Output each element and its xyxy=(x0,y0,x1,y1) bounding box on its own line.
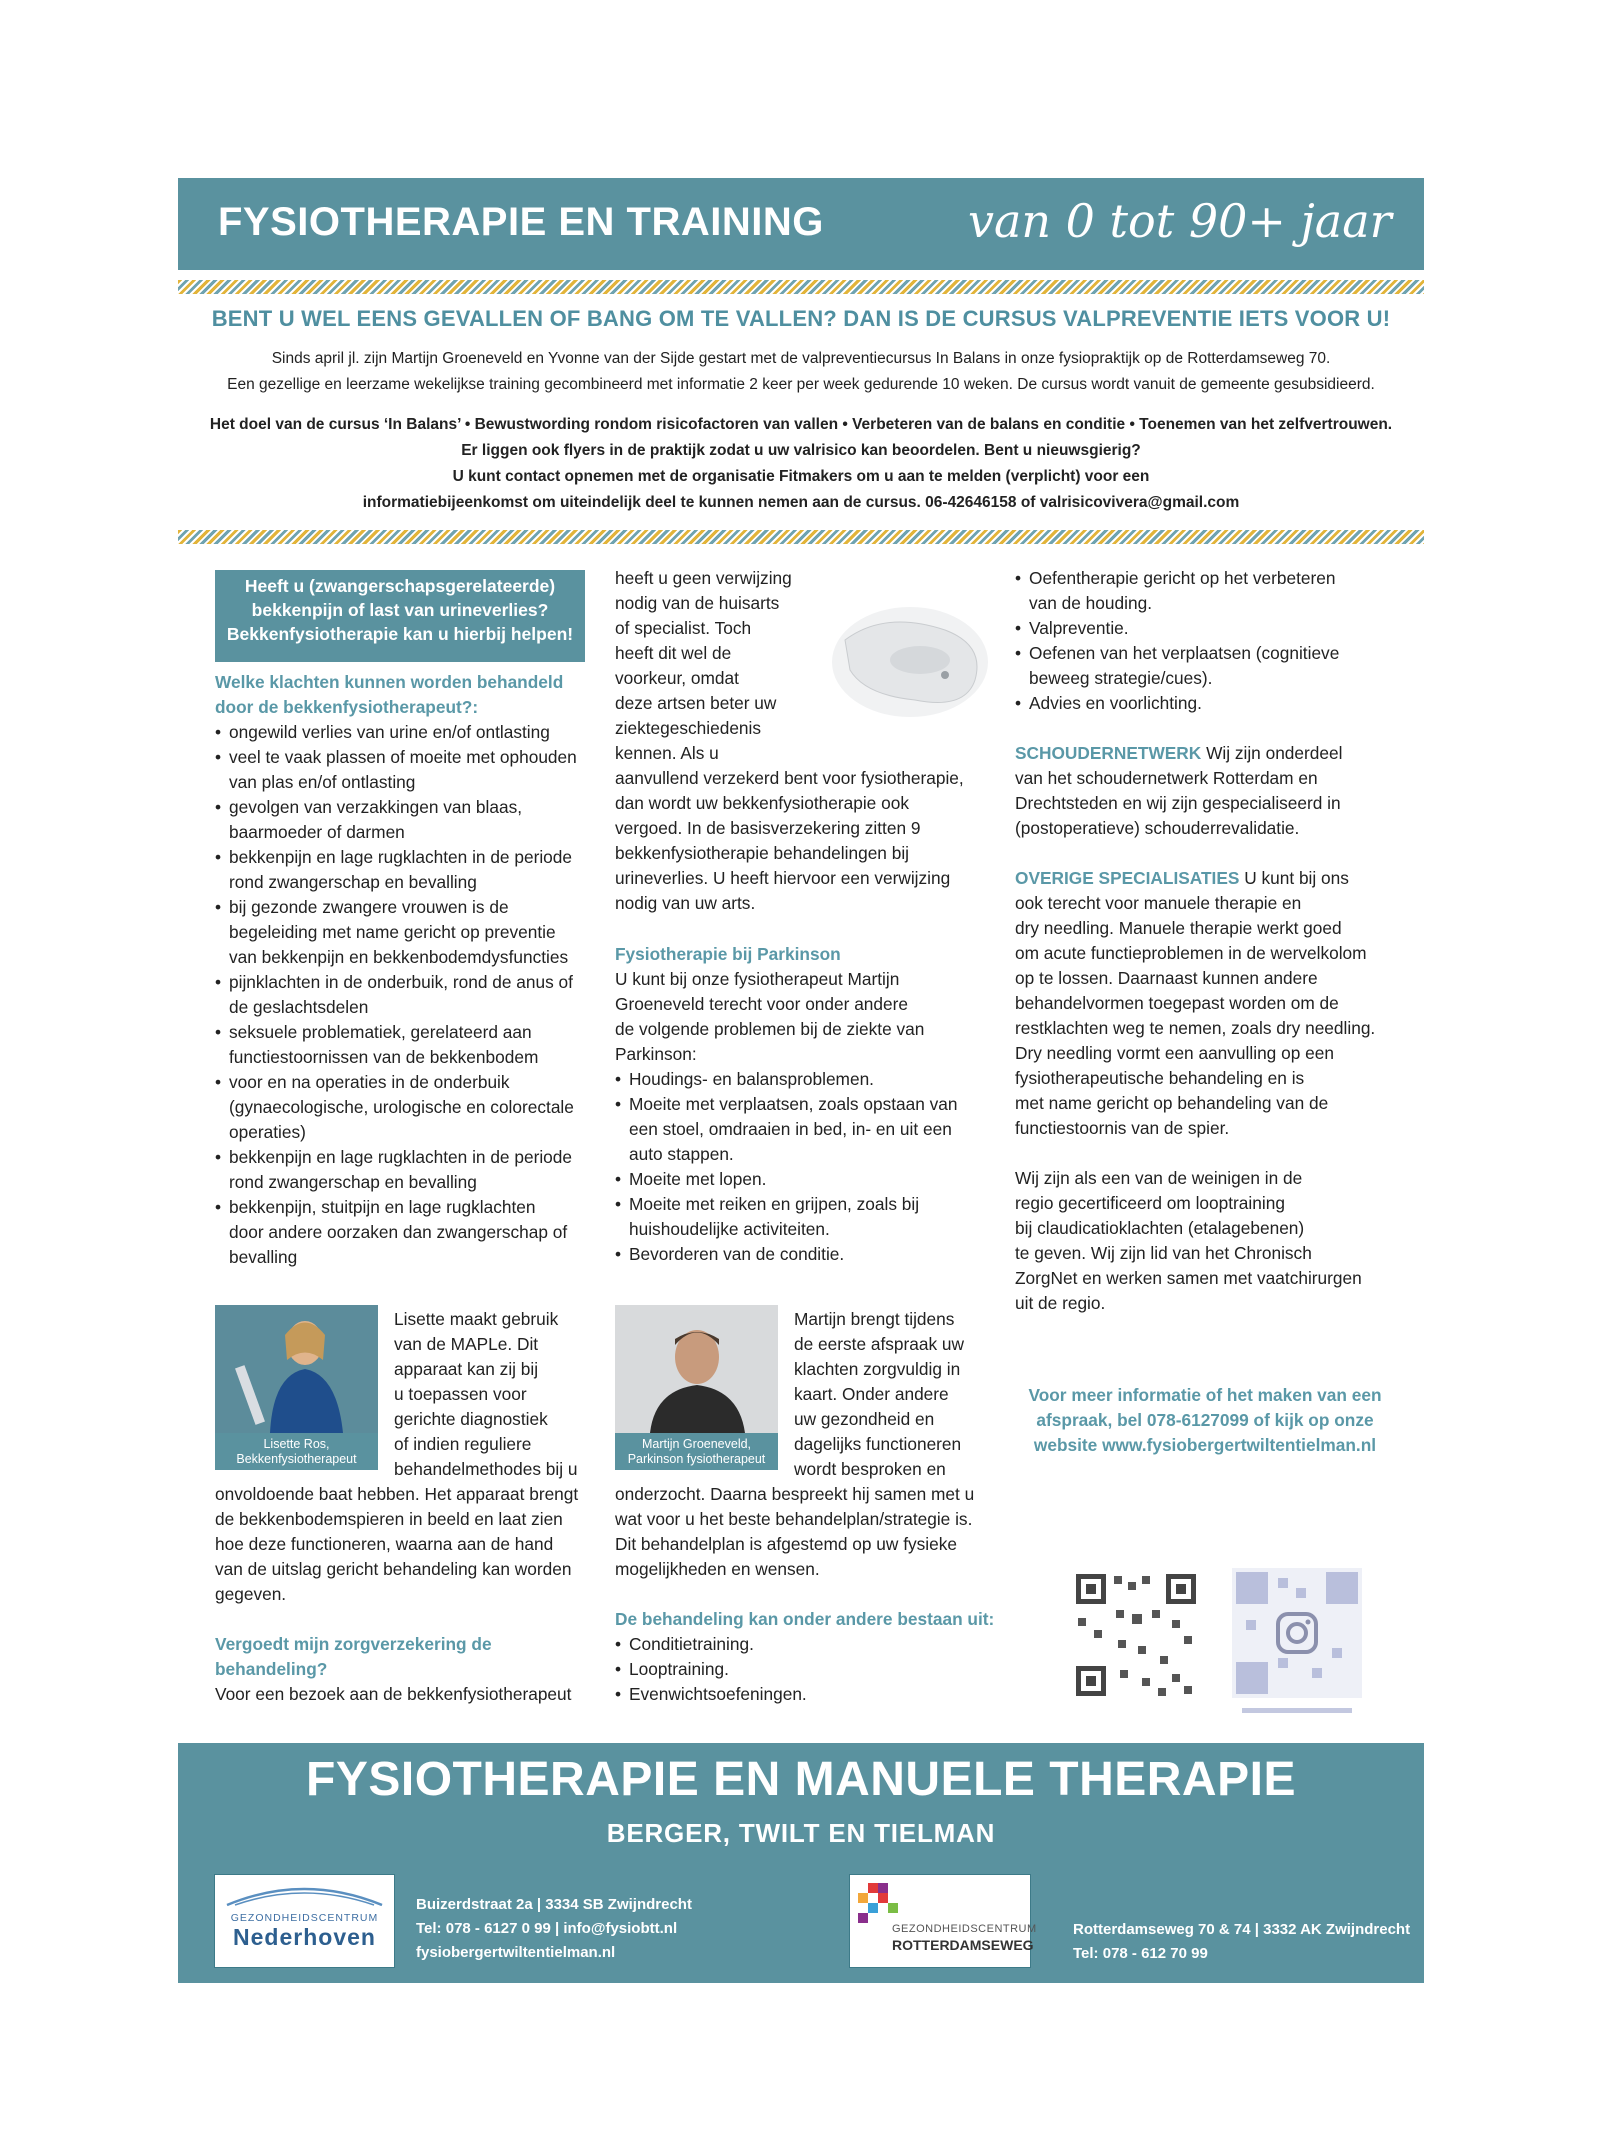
list-item: • voor en na operaties in de onderbuik (gynaecologische, urologische en colorectale operaties) xyxy=(215,1070,605,1145)
vergoed-continued-narrow: heeft u geen verwijzing nodig van de huisarts of specialist. Toch heeft dit wel de voorkeur, omdat deze artsen beter uw ziektegeschiedenis kennen. Als u xyxy=(615,568,792,763)
klachten-list xyxy=(215,720,605,1270)
photo-martijn xyxy=(615,1305,778,1470)
address-rotterdamseweg: Rotterdamseweg 70 & 74 | 3332 AK Zwijndrecht Tel: 078 - 612 70 99 xyxy=(1073,1921,1411,1962)
lisette-caption: Lisette Ros, Bekkenfysiotherapeut xyxy=(236,1437,357,1466)
list-item: • seksuele problematiek, gerelateerd aan functiestoornissen van de bekkenbodem xyxy=(215,1020,605,1070)
list-item: • Bevorderen van de conditie. xyxy=(615,1242,1015,1267)
logo2-line1: GEZONDHEIDSCENTRUM xyxy=(892,1923,1037,1935)
looptraining-paragraph: Wij zijn als een van de weinigen in de regio gecertificeerd om looptraining bij claudicatioklachten (etalagebenen) te geven. Wij zijn lid van het Chronisch ZorgNet en werken samen met vaatchirurgen uit de regio. xyxy=(1015,1168,1362,1313)
logo-rotterdamseweg xyxy=(850,1875,1037,1967)
list-item: • pijnklachten in de onderbuik, rond de anus of de geslachtsdelen xyxy=(215,970,605,1020)
vergoed-continued-full: aanvullend verzekerd bent voor fysiotherapie, dan wordt uw bekkenfysiotherapie ook vergoed. In de basisverzekering zitten 9 bekkenfysiotherapie behandelingen bij urineverlies. U heeft hiervoor een verwijzing nodig van uw arts. xyxy=(615,768,964,913)
vergoed-text: Voor een bezoek aan de bekkenfysiotherapeut xyxy=(215,1684,572,1704)
list-item: • Moeite met lopen. xyxy=(615,1167,1015,1192)
intro-line-2: Een gezellige en leerzame wekelijkse training gecombineerd met informatie 2 keer per week gedurende 10 weken. De cursus wordt vanuit de gemeente gesubsidieerd. xyxy=(227,376,1375,393)
list-item: • Moeite met verplaatsen, zoals opstaan van een stoel, omdraaien in bed, in- en uit een auto stappen. xyxy=(615,1092,1015,1167)
intro-contact-line-2: informatiebijeenkomst om uiteindelijk deel te kunnen nemen aan de cursus. 06-42646158 of valrisicovivera@gmail.com xyxy=(362,494,1240,511)
klachten-section xyxy=(215,670,605,1270)
martijn-side-text: Martijn brengt tijdens de eerste afspraak uw klachten zorgvuldig in kaart. Onder andere uw gezondheid en dagelijks functioneren wordt besproken en xyxy=(794,1309,965,1479)
device-image xyxy=(825,600,995,725)
parkinson-heading: Fysiotherapie bij Parkinson xyxy=(615,944,841,964)
footer-title: FYSIOTHERAPIE EN MANUELE THERAPIE xyxy=(306,1753,1296,1806)
list-item: • ongewild verlies van urine en/of ontlasting xyxy=(215,720,605,745)
intro-flyers-line: Er liggen ook flyers in de praktijk zodat u uw valrisico kan beoordelen. Bent u nieuwsgierig? xyxy=(461,442,1141,459)
list-item: • Evenwichtsoefeningen. xyxy=(615,1682,1015,1707)
list-item: • veel te vaak plassen of moeite met ophouden van plas en/of ontlasting xyxy=(215,745,605,795)
vergoed-heading: Vergoedt mijn zorgverzekering de behandeling? xyxy=(215,1634,492,1679)
callout-line: Bekkenfysiotherapie kan u hierbij helpen! xyxy=(226,624,574,644)
intro-line-1: Sinds april jl. zijn Martijn Groeneveld en Yvonne van der Sijde gestart met de valpreventiecursus In Balans in onze fysiopraktijk op de Rotterdamseweg 70. xyxy=(271,350,1331,367)
behandeling-section xyxy=(615,1607,1015,1707)
lisette-photo-image xyxy=(215,1305,378,1433)
list-item: • Houdings- en balansproblemen. xyxy=(615,1067,1015,1092)
photo-lisette xyxy=(215,1305,378,1470)
logo1-small-text: GEZONDHEIDSCENTRUM xyxy=(230,1912,379,1924)
nederhoven-logo-arc xyxy=(217,1877,392,1907)
callout-box xyxy=(215,570,585,662)
maple-full-text: onvoldoende baat hebben. Het apparaat brengt de bekkenbodemspieren in beeld en laat zien hoe deze functioneren, waarna aan de hand van de uitslag gericht behandeling kan worden gegeven. xyxy=(215,1484,579,1604)
behandeling-list xyxy=(615,1632,1015,1707)
list-item: • Valpreventie. xyxy=(1015,616,1415,641)
address-nederhoven: Buizerdstraat 2a | 3334 SB Zwijndrecht Tel: 078 - 6127 0 99 | info@fysiobtt.nl fysiobergertwiltentielman.nl xyxy=(416,1896,692,1961)
oefen-list xyxy=(1015,566,1415,716)
page-title-script: van 0 tot 90+ jaar xyxy=(968,194,1392,248)
list-item: • Moeite met reiken en grijpen, zoals bij huishoudelijke activiteiten. xyxy=(615,1192,1015,1242)
intro-heading: BENT U WEL EENS GEVALLEN OF BANG OM TE VALLEN? DAN IS DE CURSUS VALPREVENTIE IETS VOOR U! xyxy=(211,306,1391,331)
maple-side-text: Lisette maakt gebruik van de MAPLe. Dit apparaat kan zij bij u toepassen voor gerichte diagnostiek of indien reguliere behandelmethodes bij u xyxy=(394,1309,578,1479)
list-item: • bekkenpijn en lage rugklachten in de periode rond zwangerschap en bevalling xyxy=(215,1145,605,1195)
intro-goal-line: Het doel van de cursus ‘In Balans’ • Bewustwording rondom risicofactoren van vallen • Verbeteren van de balans en conditie • Toenemen van het zelfvertrouwen. xyxy=(209,416,1393,433)
page-title: FYSIOTHERAPIE EN TRAINING xyxy=(218,200,824,244)
rotterdamseweg-logo-icon xyxy=(858,1883,898,1923)
instagram-qr-code-icon[interactable] xyxy=(1222,1558,1372,1723)
contact-info: Voor meer informatie of het maken van een afspraak, bel 078-6127099 of kijk op onze website www.fysiobergertwiltentielman.nl xyxy=(1015,1383,1395,1458)
list-item: • Oefenen van het verplaatsen (cognitieve beweeg strategie/cues). xyxy=(1015,641,1415,691)
list-item: • gevolgen van verzakkingen van blaas, baarmoeder of darmen xyxy=(215,795,605,845)
list-item: • Looptraining. xyxy=(615,1657,1015,1682)
schoudernetwerk-label: SCHOUDERNETWERK xyxy=(1015,743,1202,763)
logo-nederhoven xyxy=(215,1875,394,1967)
list-item: • bekkenpijn en lage rugklachten in de periode rond zwangerschap en bevalling xyxy=(215,845,605,895)
intro-contact-line: U kunt contact opnemen met de organisatie Fitmakers om u aan te melden (verplicht) voor een xyxy=(452,468,1150,485)
decorative-stripe-top xyxy=(178,280,1424,294)
callout-line: bekkenpijn of last van urineverlies? xyxy=(251,600,549,620)
vergoed-section xyxy=(215,1632,615,1707)
logo1-name: Nederhoven xyxy=(233,1924,376,1950)
logo2-line2: ROTTERDAMSEWEG xyxy=(892,1937,1034,1953)
list-item: • Oefentherapie gericht op het verbeteren van de houding. xyxy=(1015,566,1415,616)
list-item: • Conditietraining. xyxy=(615,1632,1015,1657)
list-item: • bekkenpijn, stuitpijn en lage rugklachten door andere oorzaken dan zwangerschap of bevalling xyxy=(215,1195,605,1270)
parkinson-section: Fysiotherapie bij Parkinson U kunt bij onze fysiotherapeut Martijn Groeneveld terecht voor onder andere de volgende problemen bij de ziekte van Parkinson: • Houdings- en balansproblemen. • Moeite met verplaatsen, zoals opstaan van een stoel, omdraaien in bed, in- en uit een auto stappen. • Moeite met lopen. • Moeite met reiken en grijpen, zoals bij huishoudelijke activiteiten. • Bevorderen van de conditie. xyxy=(615,942,1015,1267)
qr-code-icon[interactable] xyxy=(1072,1570,1200,1700)
footer-subtitle: BERGER, TWILT EN TIELMAN xyxy=(606,1818,996,1848)
col3-section xyxy=(1015,566,1415,1316)
schoudernetwerk-paragraph: SCHOUDERNETWERK Wij zijn onderdeel van het schoudernetwerk Rotterdam en Drechtsteden en wij zijn gespecialiseerd in (postoperatieve) schouderrevalidatie. xyxy=(1015,743,1343,838)
list-item: • Advies en voorlichting. xyxy=(1015,691,1415,716)
behandeling-heading: De behandeling kan onder andere bestaan uit: xyxy=(615,1609,995,1629)
klachten-heading: Welke klachten kunnen worden behandeld door de bekkenfysiotherapeut?: xyxy=(215,672,564,717)
overige-label: OVERIGE SPECIALISATIES xyxy=(1015,868,1240,888)
callout-line: Heeft u (zwangerschapsgerelateerde) xyxy=(244,576,556,596)
decorative-stripe-bottom xyxy=(178,530,1424,544)
overige-paragraph: OVERIGE SPECIALISATIES U kunt bij ons ook terecht voor manuele therapie en dry needling. Manuele therapie werkt goed om acute functieproblemen in de wervelkolom op te lossen. Daarnaast kunnen andere behandelvormen toegepast worden om de restklachten weg te nemen, zoals dry needling. Dry needling vormt een aanvulling op een fysiotherapeutische behandeling en is met name gericht op behandeling van de functiestoornis van de spier. xyxy=(1015,868,1376,1138)
website-link[interactable]: website www.fysiobergertwiltentielman.nl xyxy=(1033,1435,1377,1455)
list-item: • bij gezonde zwangere vrouwen is de begeleiding met name gericht op preventie van bekkenpijn en bekkenbodemdysfuncties xyxy=(215,895,605,970)
martijn-full-text: onderzocht. Daarna bespreekt hij samen met u wat voor u het beste behandelplan/strategie is. Dit behandelplan is afgestemd op uw fysieke mogelijkheden en wensen. xyxy=(615,1484,975,1579)
martijn-caption: Martijn Groeneveld, Parkinson fysiotherapeut xyxy=(627,1437,766,1466)
parkinson-list xyxy=(615,1067,1015,1267)
martijn-photo-image xyxy=(615,1305,778,1433)
